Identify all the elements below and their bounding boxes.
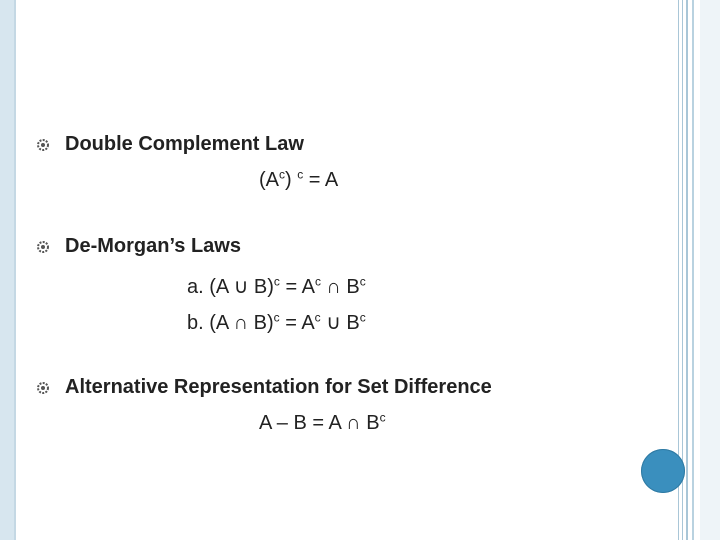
- heading-set-difference: Alternative Representation for Set Difference: [65, 376, 492, 398]
- formula-text: = A: [279, 312, 315, 334]
- complement-superscript: c: [359, 274, 366, 289]
- complement-superscript: c: [314, 310, 321, 325]
- formula-text: B: [340, 276, 360, 298]
- gear-bullet-icon: [36, 138, 50, 152]
- formula-text: B): [248, 312, 274, 334]
- formula-text: = A: [279, 276, 315, 298]
- formula-double-complement: [259, 169, 338, 192]
- gear-bullet-icon: [36, 240, 50, 254]
- complement-superscript: c: [297, 167, 304, 182]
- formula-text: = A: [303, 169, 339, 191]
- complement-superscript: c: [279, 167, 285, 182]
- right-border-line: [692, 0, 694, 540]
- formula-text: (A: [259, 169, 279, 191]
- formula-text: ): [285, 169, 298, 191]
- formula-text: ∪: [326, 312, 341, 334]
- formula-text: A – B = A: [259, 412, 347, 434]
- formula-text: ∪: [233, 276, 249, 298]
- formula-text: ∩: [233, 312, 249, 334]
- complement-superscript: c: [379, 410, 386, 425]
- left-border: [0, 0, 14, 540]
- complement-superscript: c: [314, 274, 321, 289]
- formula-text: B: [360, 412, 380, 434]
- left-border-line: [14, 0, 16, 540]
- complement-superscript: c: [359, 310, 366, 325]
- heading-double-complement: Double Complement Law: [65, 133, 304, 155]
- formula-text: b. (A: [187, 312, 234, 334]
- formula-text: ∩: [346, 412, 361, 434]
- complement-superscript: c: [273, 310, 280, 325]
- formula-text: B: [340, 312, 360, 334]
- formula-de-morgan-b: [187, 310, 366, 335]
- formula-text: B): [248, 276, 274, 298]
- heading-de-morgan: De-Morgan’s Laws: [65, 235, 241, 257]
- formula-text: ∩: [326, 276, 341, 298]
- decorative-circle: [641, 449, 685, 493]
- formula-set-difference: [259, 412, 386, 435]
- gear-bullet-icon: [36, 381, 50, 395]
- formula-text: a. (A: [187, 276, 234, 298]
- right-border-band: [700, 0, 720, 540]
- right-border-line: [686, 0, 688, 540]
- right-border-line: [682, 0, 683, 540]
- complement-superscript: c: [273, 274, 280, 289]
- formula-de-morgan-a: [187, 274, 366, 299]
